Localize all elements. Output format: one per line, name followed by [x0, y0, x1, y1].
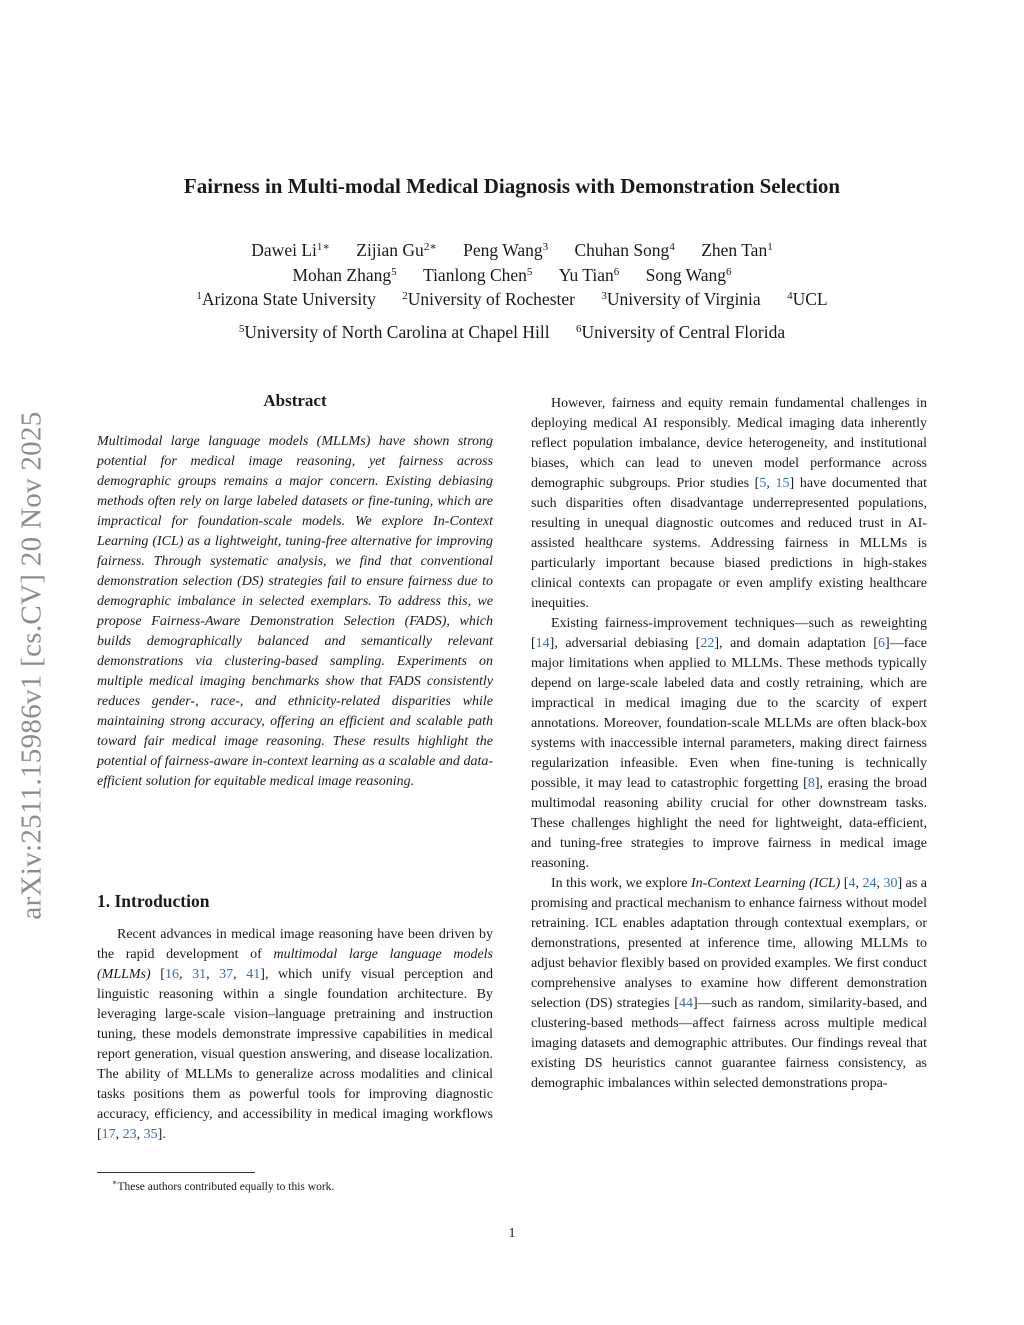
paragraph-fairness-challenges: However, fairness and equity remain fundamental challenges in deploying medical AI responsibly. Medical imaging data inherently reflect population imbalance, device heterogeneity, and institutional biases, which can lead to uneven model performance across demographic subgroups. Prior studies [5, 15] have documented that such disparities often disadvantage underrepresented populations, resulting in unequal diagnostic outcomes and reduced trust in AI-assisted healthcare systems. Addressing fairness in MLLMs is particularly important because biased predictions in high-stakes clinical contexts can propagate or even amplify existing healthcare inequities. [531, 396, 927, 611]
paragraph-this-work: In this work, we explore In-Context Learning (ICL) [4, 24, 30] as a promising and practical mechanism to enhance fairness without model retraining. ICL enables adaptation through contextual exemplars, or demonstrations, presented at inference time, allowing MLLMs to adjust behavior flexibly based on provided examples. We first conduct comprehensive analyses to examine how different demonstration selection (DS) strategies [44]—such as random, similarity-based, and clustering-based methods—affect fairness across multiple medical imaging datasets and demographic attributes. Our findings reveal that existing DS heuristics cannot guarantee fairness consistency, as demographic imbalances within selected demonstrations propa- [531, 876, 928, 1091]
author: Tianlong Chen$^5$ [423, 265, 533, 285]
introduction-paragraph-1: Recent advances in medical image reasoning have been driven by the rapid development of multimodal large language models (MLLMs) [16, 31, 37, 41], which unify visual perception and linguistic reasoning within a single foundation architecture. By leveraging large-scale vision–language pretraining and instruction tuning, these models demonstrate impressive capabilities in medical report generation, visual question answering, and disease localization. The ability of MLLMs to generalize across modalities and clinical tasks positions them as powerful tools for improving diagnostic accuracy, efficiency, and accessibility in medical imaging workflows [17, 23, 35]. [97, 927, 494, 1142]
footnote: ∗These authors contributed equally to this work. [112, 1178, 335, 1193]
author: Yu Tian$^6$ [558, 265, 620, 285]
author: Song Wang$^6$ [645, 265, 732, 285]
paper-title: Fairness in Multi-modal Medical Diagnosis with Demonstration Selection [183, 174, 841, 198]
right-column [531, 394, 927, 1094]
citation-link[interactable]: 30 [883, 876, 898, 891]
citation-link[interactable]: 4 [848, 876, 856, 891]
arxiv-stamp [12, 370, 52, 960]
author: Mohan Zhang$^5$ [292, 265, 397, 285]
citation-link[interactable]: 23 [122, 1127, 137, 1142]
citation-link[interactable]: 16 [164, 967, 179, 982]
abstract-text: Multimodal large language models (MLLMs) have shown strong potential for medical image reasoning, yet fairness across demographic groups remains a major concern. Existing debiasing methods often rely on large labeled datasets or fine-tuning, which are impractical for foundation-scale models. We explore In-Context Learning (ICL) as a lightweight, tuning-free alternative for improving fairness. Through systematic analysis, we find that conventional demonstration selection (DS) strategies fail to ensure fairness due to demographic imbalance in selected exemplars. To address this, we propose Fairness-Aware Demonstration Selection (FADS), which builds demographically balanced and semantically relevant demonstrations via clustering-based sampling. Experiments on multiple medical imaging benchmarks show that FADS consistently reduces gender-, race-, and ethnicity-related disparities while maintaining strong accuracy, offering an efficient and scalable path toward fair medical image reasoning. These results highlight the potential of fairness-aware in-context learning as a scalable and data-efficient solution for equitable medical image reasoning. [97, 434, 493, 789]
author-line-1 [0, 240, 1024, 261]
citation-link[interactable]: 31 [192, 967, 207, 982]
affiliation: $^4$UCL [787, 289, 828, 309]
citation-link[interactable]: 37 [219, 967, 234, 982]
citation-link[interactable]: 41 [246, 967, 261, 982]
author: Zijian $Gu^{2∗}$ [356, 240, 437, 260]
affiliation: $^2$University of Rochester [402, 289, 575, 309]
citation-link[interactable]: 15 [775, 476, 790, 491]
author: Dawei $Li^{1∗}$ [251, 240, 330, 260]
page-number: 1 [508, 1226, 516, 1241]
affiliation: $^5$University of North Carolina at Chapel Hill [238, 322, 550, 342]
author: Chuhan Song$^4$ [574, 240, 675, 260]
affiliation: $^1$Arizona State University [196, 289, 376, 309]
arxiv-id: arXiv:2511.15986v1 [cs.CV] 20 Nov 2025 [15, 410, 48, 920]
affiliation: $^6$University of Central Florida [575, 322, 786, 342]
citation-link[interactable]: 6 [878, 636, 886, 651]
citation-link[interactable]: 17 [101, 1127, 116, 1142]
introduction-heading: 1. Introduction [97, 891, 210, 911]
author: Zhen Tan$^1$ [701, 240, 773, 260]
citation-link[interactable]: 44 [678, 996, 693, 1011]
author: Peng Wang$^3$ [463, 240, 549, 260]
citation-link[interactable]: 5 [759, 476, 767, 491]
citation-link[interactable]: 22 [700, 636, 715, 651]
footnote-divider [97, 1172, 255, 1173]
author-line-2 [0, 265, 1024, 286]
citation-link[interactable]: 35 [143, 1127, 158, 1142]
citation-link[interactable]: 14 [535, 636, 550, 651]
citation-link[interactable]: 24 [862, 876, 877, 891]
paragraph-existing-techniques: Existing fairness-improvement techniques—such as reweighting [14], adversarial debiasing [22], and domain adaptation [6]—face major limitations when applied to MLLMs. These methods typically depend on large-scale labeled data and costly retraining, which are impractical in medical imaging due to the scarcity of expert annotations. Moreover, foundation-scale MLLMs are often black-box systems with inaccessible internal parameters, making direct fairness regularization infeasible. Even when fine-tuning is technically possible, it may lead to catastrophic forgetting [8], erasing the broad multimodal reasoning ability crucial for other downstream tasks. These challenges highlight the need for lightweight, data-efficient, and tuning-free strategies to improve fairness in medical image reasoning. [531, 616, 927, 871]
affiliation: $^3$University of Virginia [601, 289, 761, 309]
abstract-heading: Abstract [263, 391, 327, 410]
citation-link[interactable]: 8 [807, 776, 815, 791]
affiliation-line-2 [0, 322, 1024, 343]
affiliation-line-1 [0, 289, 1024, 310]
